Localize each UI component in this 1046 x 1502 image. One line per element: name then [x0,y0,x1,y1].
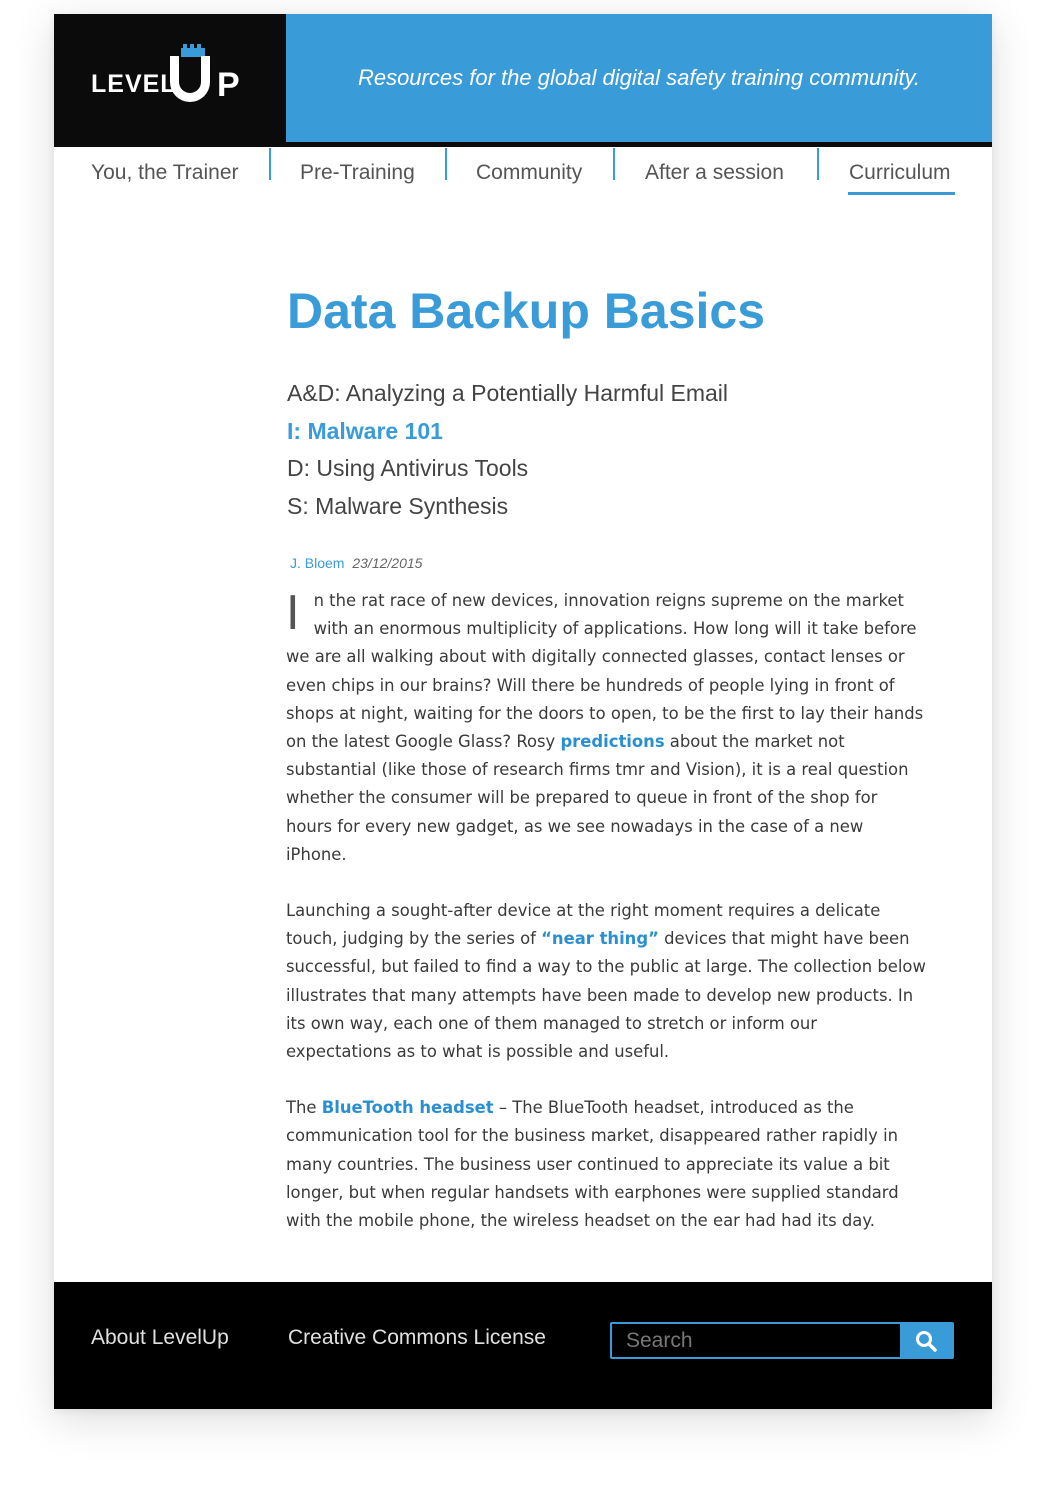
nav-item-after-a-session[interactable]: After a session [645,161,784,184]
paragraph [286,897,926,1066]
paragraph-text: Launching a sought-after device at the right moment requires a delicate touch, judging by the series of [286,901,881,949]
search-button[interactable] [900,1324,952,1357]
logo-text-p: P [217,66,240,104]
paragraph-text: about the market not substantial (like those of research firms tmr and Vision), it is a real question whether the consumer will be prepared to queue in front of the shop for hours for every new gadget, as we see nowadays in the case of a new iPhone. [286,732,909,864]
paragraph [286,1094,926,1235]
tagline-banner [286,14,992,142]
predictions-link[interactable]: predictions [560,732,665,752]
near-thing-link[interactable]: “near thing” [541,929,659,949]
section-link-malware-synthesis[interactable]: S: Malware Synthesis [287,492,509,519]
article-meta [290,555,422,571]
logo-u-shape [170,56,210,102]
nav-separator [613,148,615,180]
paragraph-text: n the rat race of new devices, innovation reigns supreme on the market with an enormous multiplicity of applications. How long will it take before we are all walking about with digitally connected glasses, contact lenses or even chips in our brains? Will there be hundreds of people lying in front of shops at night, waiting for the doors to open, to be the first to lay their hands on the latest Google Glass? Rosy [286,591,924,752]
nav-separator [817,148,819,180]
nav-separator [269,148,271,180]
section-link-analyzing-email[interactable]: A&D: Analyzing a Potentially Harmful Email [287,380,729,406]
logo-text-level: LEVEL [91,70,177,98]
site-footer [54,1282,992,1409]
paragraph-text: The [286,1098,322,1118]
footer-link-license[interactable]: Creative Commons License [288,1326,546,1349]
article-body [286,587,926,1263]
search-icon [915,1330,937,1352]
search-input[interactable] [612,1324,900,1357]
nav-active-indicator [848,192,955,195]
search-form [610,1322,954,1359]
paragraph-text: – The BlueTooth headset, introduced as the communication tool for the business market, disappeared rather rapidly in many countries. The business user continued to appreciate its value a bit longer, but when regular handsets with earphones were supplied standard with the mobile phone, the wireless headset on the ear had had its day. [286,1098,899,1231]
tagline: Resources for the global digital safety training community. [357,65,921,90]
nav-item-you-the-trainer[interactable]: You, the Trainer [91,161,239,184]
footer-link-about[interactable]: About LevelUp [91,1326,229,1349]
main-nav [54,148,992,208]
site-header [54,14,992,147]
section-link-malware-101[interactable]: I: Malware 101 [287,417,443,444]
publish-date: 23/12/2015 [352,555,423,571]
header-divider [54,142,992,147]
page-frame [54,14,992,1409]
paragraph-text: devices that might have been successful, but failed to find a way to the public at large. The collection below illustrates that many attempts have been made to develop new products. In its own way, each one of them managed to stretch or inform our expectations as to what is possible and useful. [286,929,926,1062]
section-link-antivirus-tools[interactable]: D: Using Antivirus Tools [287,455,529,481]
levelup-logo[interactable] [54,14,286,147]
nav-item-curriculum[interactable]: Curriculum [849,161,951,184]
lesson-section-list [287,377,728,527]
page-title: Data Backup Basics [287,283,766,339]
author-link[interactable]: J. Bloem [290,555,345,571]
bluetooth-headset-link[interactable]: BlueTooth headset [321,1098,494,1118]
nav-item-community[interactable]: Community [476,161,583,184]
dropcap: I [286,586,300,640]
paragraph [286,587,926,869]
nav-item-pre-training[interactable]: Pre-Training [300,161,415,184]
nav-separator [445,148,447,180]
